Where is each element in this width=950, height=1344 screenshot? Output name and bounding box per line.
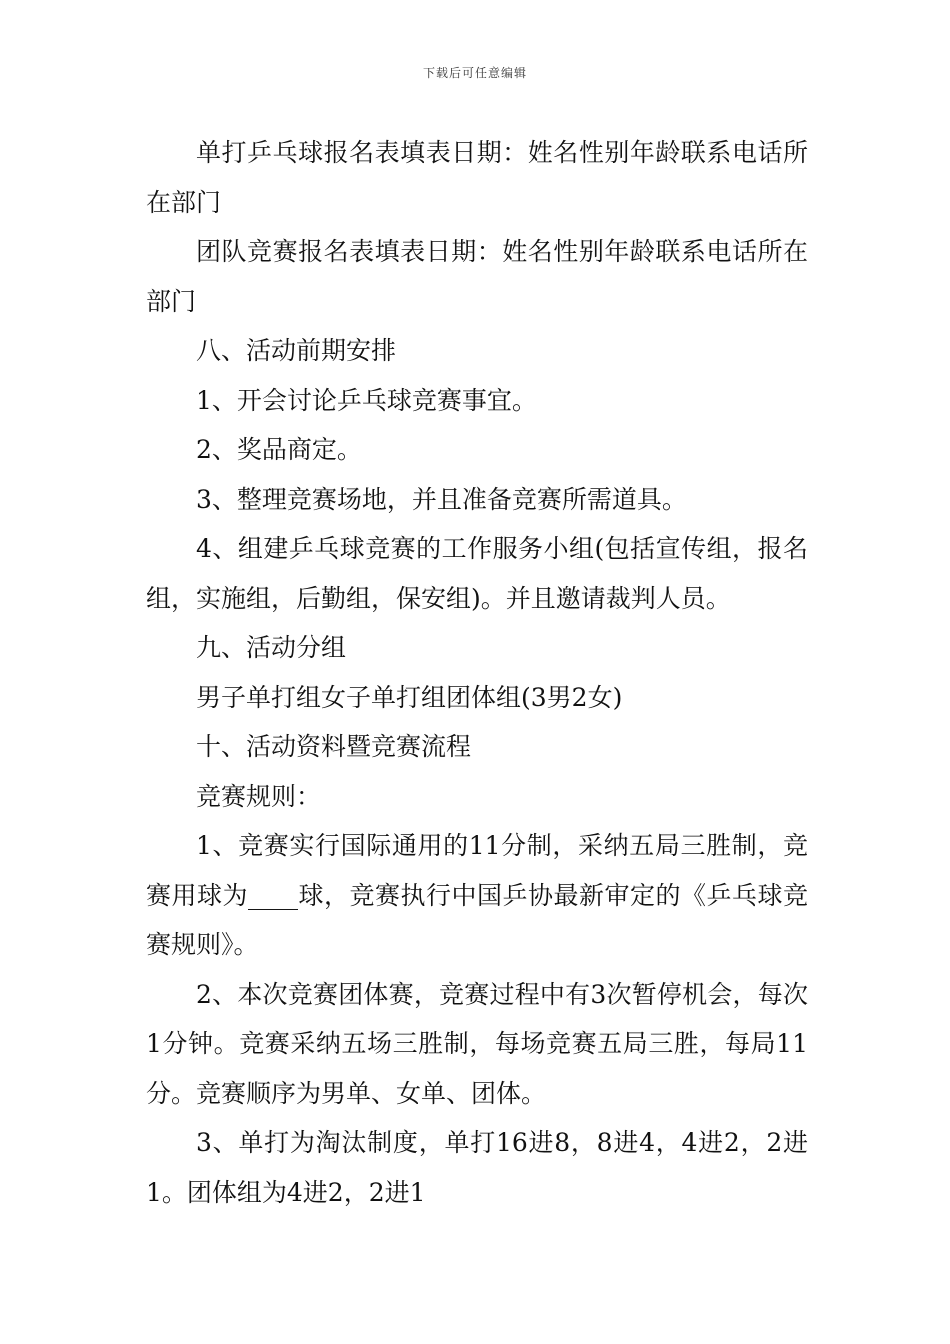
list-item-rule-3: 3、单打为淘汰制度，单打16进8，8进4，4进2，2进1。团体组为4进2，2进1 — [146, 1128, 808, 1207]
paragraph-groups: 男子单打组女子单打组团体组(3男2女) — [196, 682, 623, 712]
section-heading-grouping: 九、活动分组 — [196, 633, 347, 662]
list-item-rule-1: 1、竞赛实行国际通用的11分制，采纳五局三胜制，竞赛用球为____球，竞赛执行中国乒协最新审定的《乒乓球竞赛规则》。 — [146, 831, 808, 959]
section-heading-process: 十、活动资料暨竞赛流程 — [196, 732, 472, 761]
subheading-rules: 竞赛规则： — [196, 781, 322, 811]
paragraph-team-form: 团队竞赛报名表填表日期：姓名性别年龄联系电话所在部门 — [146, 237, 808, 316]
section-heading-preparation: 八、活动前期安排 — [196, 336, 397, 365]
list-item-rule-2: 2、本次竞赛团体赛，竞赛过程中有3次暂停机会，每次1分钟。竞赛采纳五场三胜制，每场竞赛五局三胜，每局11分。竞赛顺序为男单、女单、团体。 — [146, 979, 808, 1108]
document-body — [146, 128, 808, 1217]
list-item-prep-1: 1、开会讨论乒乓球竞赛事宜。 — [196, 385, 537, 415]
paragraph-singles-form: 单打乒乓球报名表填表日期：姓名性别年龄联系电话所在部门 — [146, 138, 808, 217]
page-header-note: 下载后可任意编辑 — [422, 66, 527, 80]
list-item-prep-2: 2、奖品商定。 — [196, 435, 362, 464]
list-item-prep-3: 3、整理竞赛场地，并且准备竞赛所需道具。 — [196, 484, 687, 514]
list-item-prep-4: 4、组建乒乓球竞赛的工作服务小组(包括宣传组，报名组，实施组，后勤组，保安组)。并且邀请裁判人员。 — [146, 534, 808, 613]
